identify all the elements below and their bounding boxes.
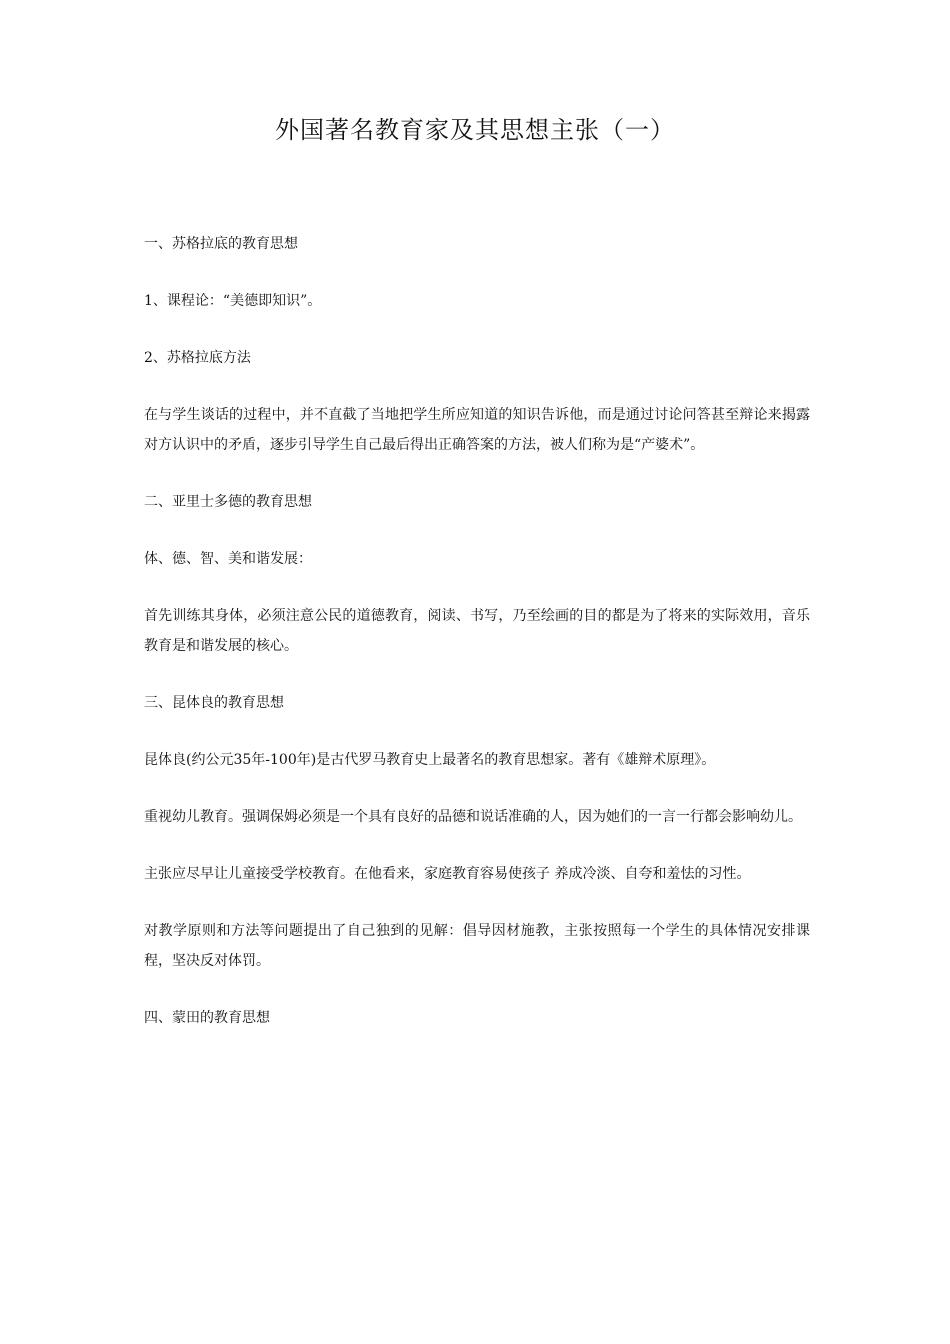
paragraph-harmonious-development: 体、德、智、美和谐发展： — [144, 551, 312, 567]
paragraph-curriculum: 1、课程论：“美德即知识”。 — [144, 293, 322, 309]
paragraph-socratic-method: 在与学生谈话的过程中，并不直截了当地把学生所应知道的知识告诉他，而是通过讨论问答甚至辩论来揭露对方认识中的矛盾，逐步引导学生自己最后得出正确答案的方法，被人们称为是“产婆术”。 — [144, 407, 810, 453]
section-heading-quintilian: 三、昆体良的教育思想 — [144, 695, 284, 711]
document-body — [144, 229, 810, 1060]
paragraph-quintilian-intro: 昆体良(约公元35年-100年)是古代罗马教育史上最著名的教育思想家。著有《雄辩术原理》。 — [144, 752, 716, 768]
paragraph-teaching-principles: 对教学原则和方法等问题提出了自己独到的见解：倡导因材施教，主张按照每一个学生的具体情况安排课程，坚决反对体罚。 — [144, 923, 810, 969]
section-heading-socrates: 一、苏格拉底的教育思想 — [144, 236, 298, 252]
paragraph-early-childhood: 重视幼儿教育。强调保姆必须是一个具有良好的品德和说话准确的人，因为她们的一言一行都会影响幼儿。 — [144, 809, 802, 825]
section-heading-montaigne: 四、蒙田的教育思想 — [144, 1010, 270, 1026]
section-heading-aristotle: 二、亚里士多德的教育思想 — [144, 494, 312, 510]
paragraph-school-education: 主张应尽早让儿童接受学校教育。在他看来，家庭教育容易使孩子 养成冷淡、自夸和羞怯的习性。 — [144, 866, 751, 882]
document-title: 外国著名教育家及其思想主张（一） — [275, 116, 675, 144]
paragraph-aristotle-detail: 首先训练其身体，必须注意公民的道德教育，阅读、书写，乃至绘画的目的都是为了将来的实际效用，音乐教育是和谐发展的核心。 — [144, 608, 810, 654]
paragraph-socratic-method-heading: 2、苏格拉底方法 — [144, 350, 251, 366]
